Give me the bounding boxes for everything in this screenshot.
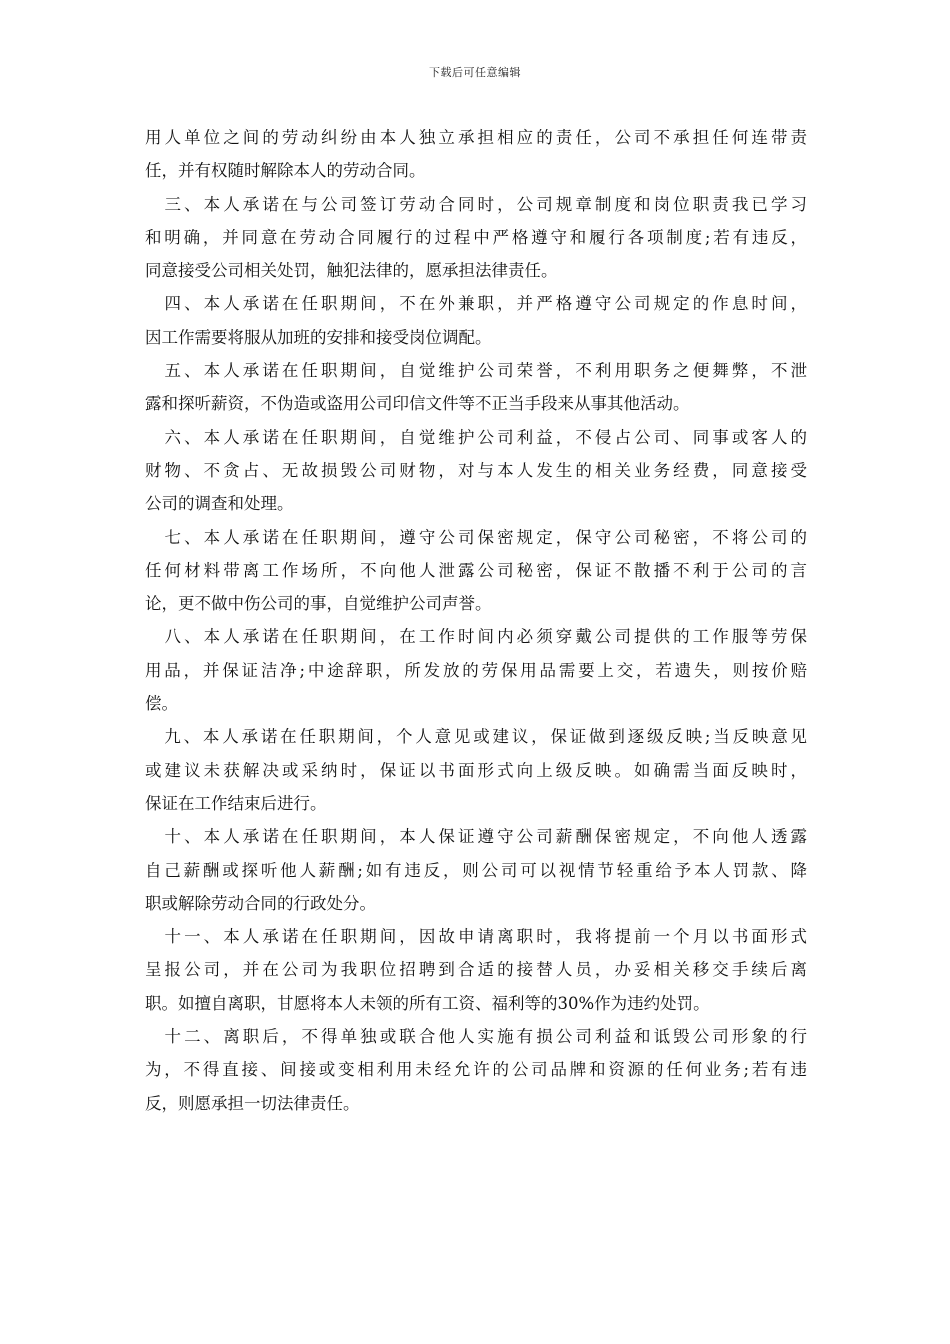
clause-8 — [145, 620, 807, 720]
text-line: 五、本人承诺在任职期间，自觉维护公司荣誉，不利用职务之便舞弊，不泄 — [145, 361, 807, 381]
text-line: 三、本人承诺在与公司签订劳动合同时，公司规章制度和岗位职责我已学习 — [145, 194, 807, 214]
text-line: 露和探听薪资，不伪造或盗用公司印信文件等不正当手段来从事其他活动。 — [145, 394, 690, 414]
text-line: 九、本人承诺在任职期间，个人意见或建议，保证做到逐级反映;当反映意见 — [145, 727, 807, 747]
clause-9 — [145, 720, 807, 820]
text-line: 或建议未获解决或采纳时，保证以书面形式向上级反映。如确需当面反映时， — [145, 760, 807, 780]
text-line: 任，并有权随时解除本人的劳动合同。 — [145, 161, 426, 181]
clause-5 — [145, 354, 807, 421]
text-line: 财物、不贪占、无故损毁公司财物，对与本人发生的相关业务经费，同意接受 — [145, 460, 807, 480]
text-line: 公司的调查和处理。 — [145, 494, 294, 514]
clause-3 — [145, 188, 807, 288]
text-line: 论，更不做中伤公司的事，自觉维护公司声誉。 — [145, 594, 492, 614]
page-header-note: 下载后可任意编辑 — [429, 66, 521, 79]
text-line: 职。如擅自离职，甘愿将本人未领的所有工资、福利等的30%作为违约处罚。 — [145, 993, 710, 1013]
document-body — [145, 121, 807, 1120]
text-line: 六、本人承诺在任职期间，自觉维护公司利益，不侵占公司、同事或客人的 — [145, 427, 807, 447]
text-line: 四、本人承诺在任职期间，不在外兼职，并严格遵守公司规定的作息时间， — [145, 294, 807, 314]
text-line: 呈报公司，并在公司为我职位招聘到合适的接替人员，办妥相关移交手续后离 — [145, 960, 807, 980]
paragraph-continuation — [145, 121, 807, 188]
clause-4 — [145, 287, 807, 354]
text-line: 和明确，并同意在劳动合同履行的过程中严格遵守和履行各项制度;若有违反， — [145, 227, 807, 247]
text-line: 职或解除劳动合同的行政处分。 — [145, 893, 376, 913]
text-line: 用品，并保证洁净;中途辞职，所发放的劳保用品需要上交，若遗失，则按价赔 — [145, 660, 807, 680]
clause-12 — [145, 1020, 807, 1120]
text-line: 十二、离职后，不得单独或联合他人实施有损公司利益和诋毁公司形象的行 — [145, 1027, 807, 1047]
text-line: 任何材料带离工作场所，不向他人泄露公司秘密，保证不散播不利于公司的言 — [145, 560, 807, 580]
text-line: 用人单位之间的劳动纠纷由本人独立承担相应的责任，公司不承担任何连带责 — [145, 128, 807, 147]
text-line: 十、本人承诺在任职期间，本人保证遵守公司薪酬保密规定，不向他人透露 — [145, 827, 807, 847]
text-line: 偿。 — [145, 694, 178, 714]
text-line: 自己薪酬或探听他人薪酬;如有违反，则公司可以视情节轻重给予本人罚款、降 — [145, 860, 807, 880]
text-line: 同意接受公司相关处罚，触犯法律的，愿承担法律责任。 — [145, 261, 558, 281]
text-line: 反，则愿承担一切法律责任。 — [145, 1093, 360, 1113]
clause-10 — [145, 820, 807, 920]
clause-7 — [145, 521, 807, 621]
clause-11 — [145, 920, 807, 1020]
text-line: 七、本人承诺在任职期间，遵守公司保密规定，保守公司秘密，不将公司的 — [145, 527, 807, 547]
text-line: 八、本人承诺在任职期间，在工作时间内必须穿戴公司提供的工作服等劳保 — [145, 627, 807, 647]
clause-6 — [145, 421, 807, 521]
text-line: 因工作需要将服从加班的安排和接受岗位调配。 — [145, 327, 492, 347]
text-line: 十一、本人承诺在任职期间，因故申请离职时，我将提前一个月以书面形式 — [145, 927, 807, 947]
text-line: 保证在工作结束后进行。 — [145, 793, 327, 813]
text-line: 为，不得直接、间接或变相利用未经允许的公司品牌和资源的任何业务;若有违 — [145, 1060, 807, 1080]
